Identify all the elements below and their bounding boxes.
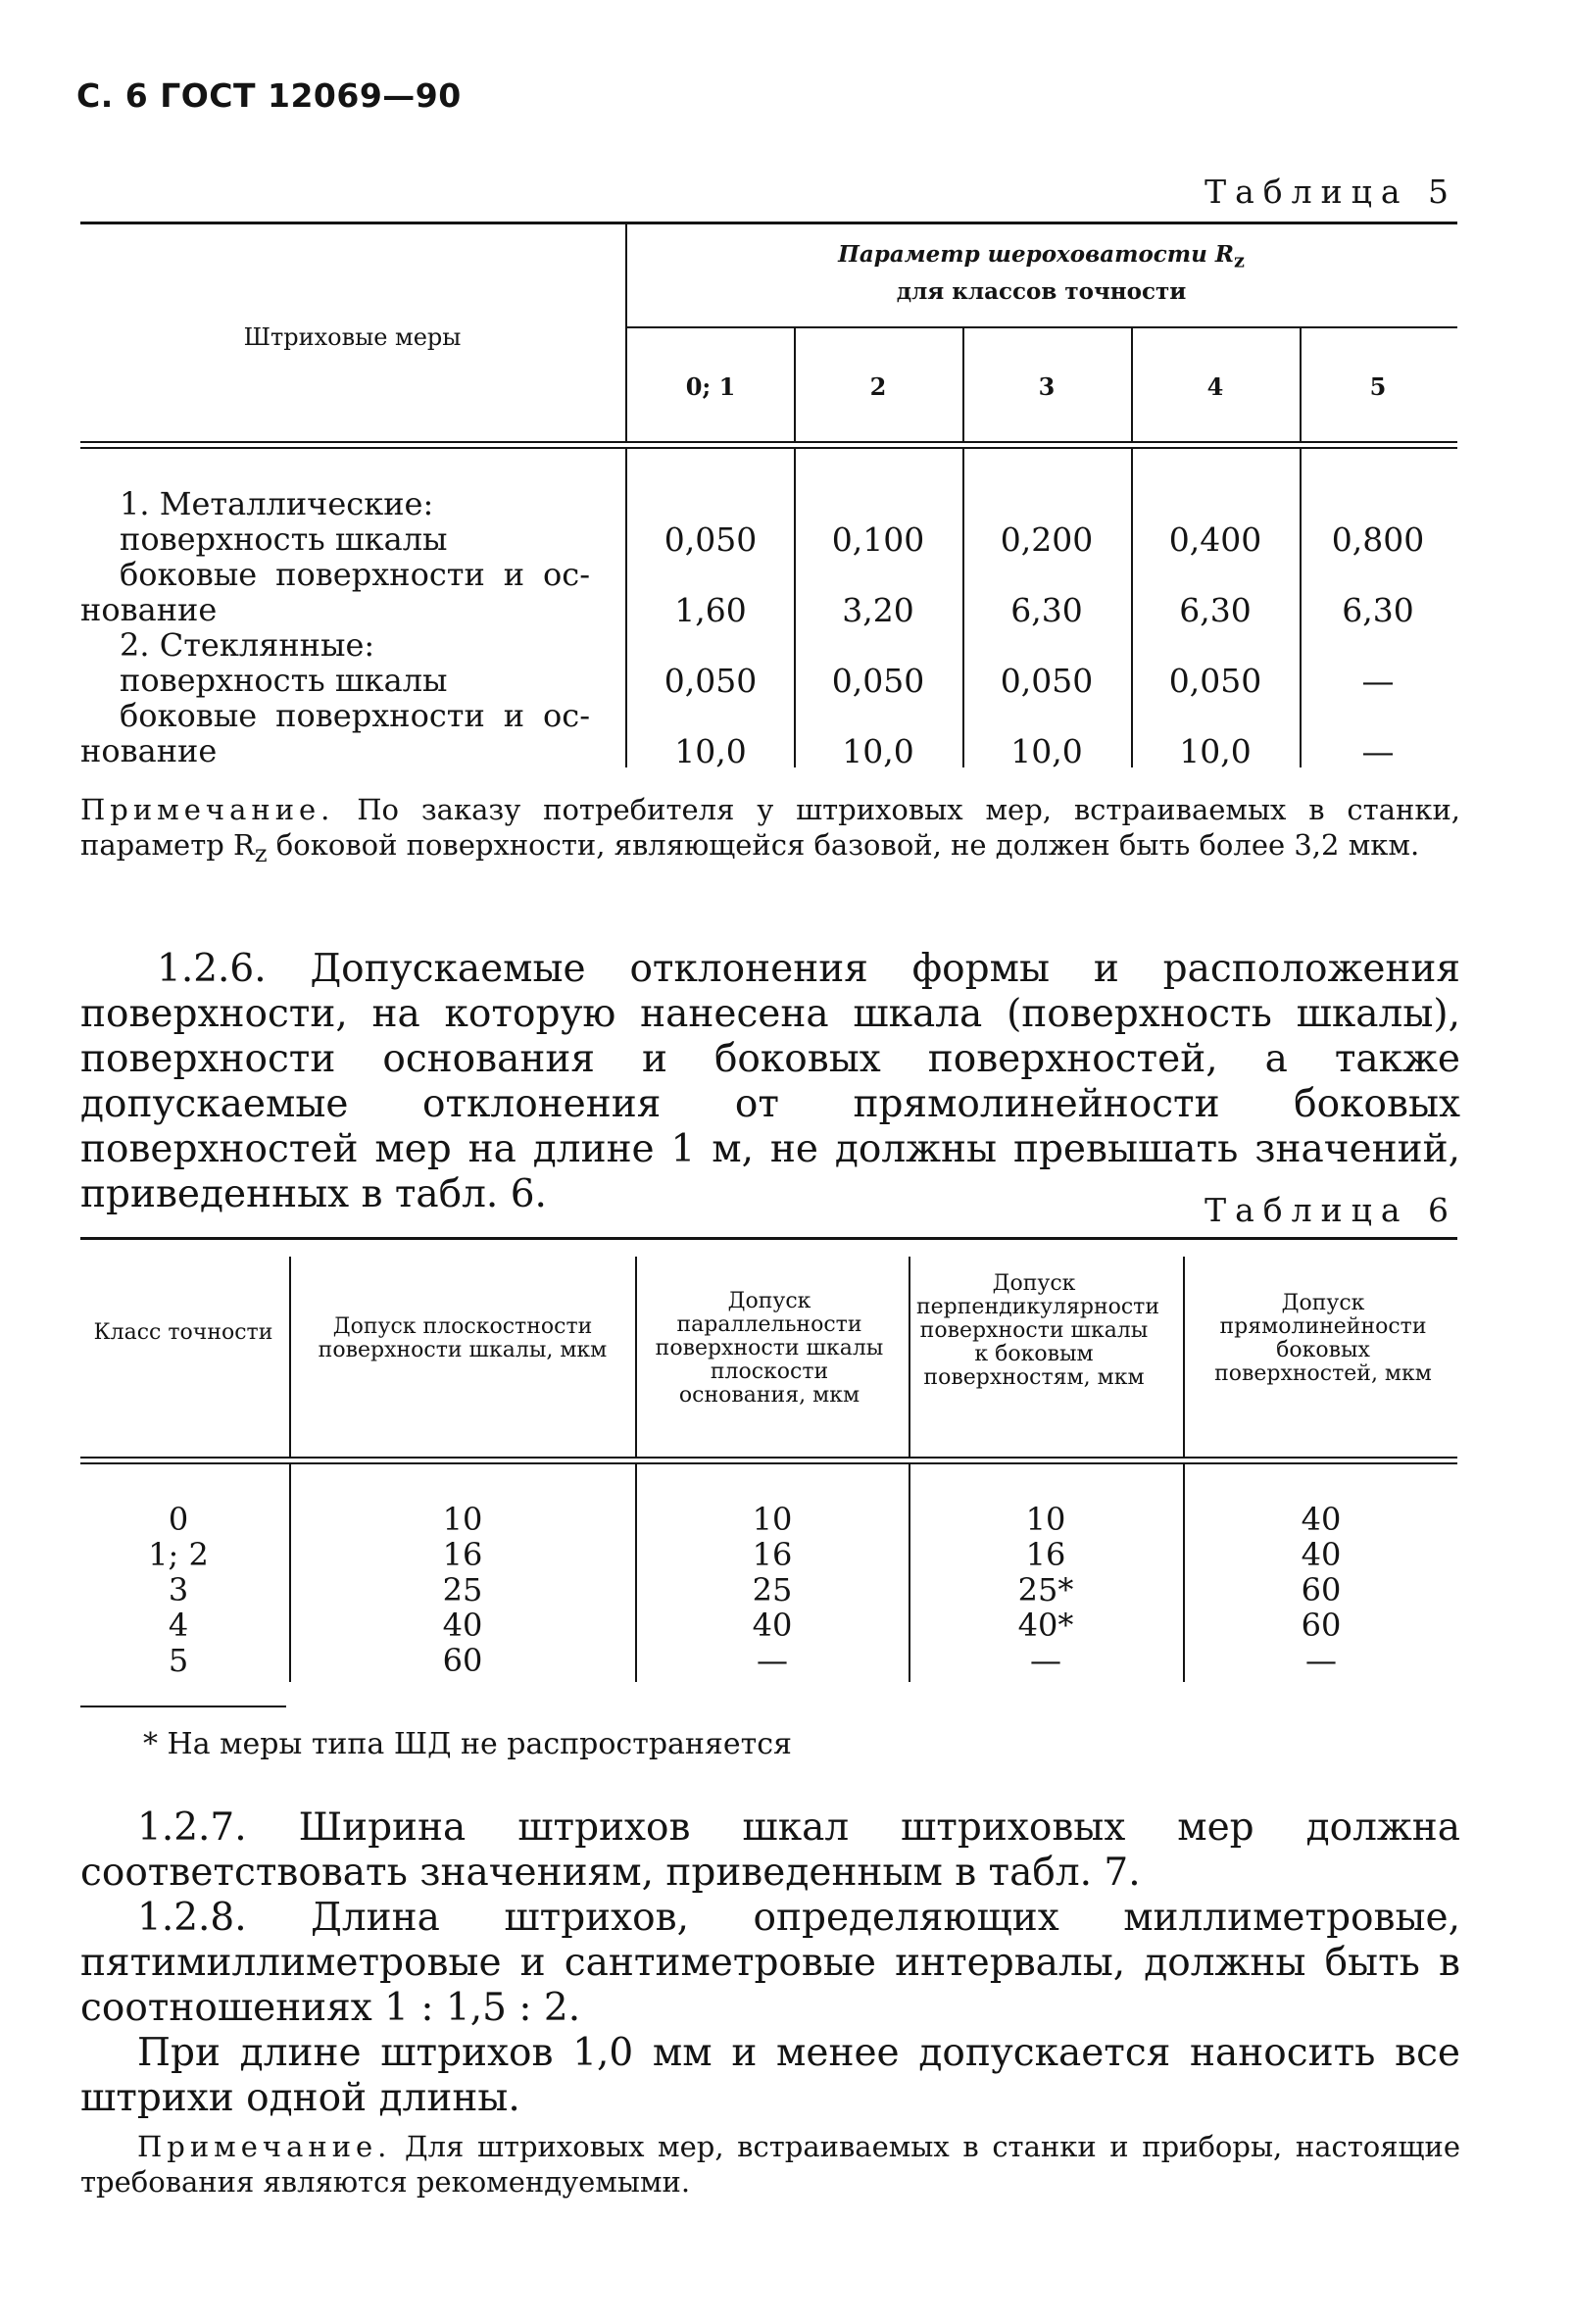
table6-cell: 0 — [168, 1501, 189, 1538]
table6-cell: 40 — [442, 1607, 483, 1644]
table5-vline — [1300, 328, 1302, 441]
table5-cell: — — [1361, 662, 1395, 700]
table5-note-text2: боковой поверхности, являющейся базовой, не должен быть более 3,2 мкм. — [267, 828, 1420, 862]
table5-group-rule — [627, 326, 1457, 328]
paragraph-1-2-8: 1.2.8. Длина штрихов, определяющих миллиметровые, пятимиллиметровые и сантиметровые интервалы, должны быть в соотношениях 1 : 1,5 : 2. — [80, 1896, 1460, 2030]
table5-stub-line: нование — [80, 591, 218, 628]
table5-cell: 6,30 — [1179, 591, 1252, 629]
table5-stub-header: Штриховые меры — [243, 323, 462, 351]
table6-top-rule — [80, 1237, 1457, 1240]
table6-col-class — [80, 1502, 276, 1678]
table5-col-header: 5 — [1369, 372, 1387, 401]
table6-cell: 40 — [1301, 1536, 1342, 1573]
table6-cell: 10 — [1025, 1501, 1066, 1538]
note-2-text: Для штриховых мер, встраиваемых в станки и приборы, настоящие требования являются рекомендуемыми. — [80, 2130, 1460, 2199]
table6-cell: 40 — [1301, 1501, 1342, 1538]
table5-group-header-sub: z — [1233, 249, 1245, 272]
table6-caption: Таблица 6 — [1204, 1191, 1457, 1229]
paragraph-1-2-7: 1.2.7. Ширина штрихов шкал штриховых мер должна соответствовать значениям, приведенным в табл. 7. — [80, 1805, 1460, 1895]
table5-vline — [625, 224, 627, 441]
table5-cell: 0,050 — [831, 662, 925, 700]
table6-cell: — — [1305, 1642, 1337, 1679]
table6-header: Класс точности — [93, 1320, 273, 1345]
table6-col-flatness — [291, 1502, 634, 1678]
table5-stub-line: нование — [80, 732, 218, 769]
paragraph-1-2-6: 1.2.6. Допускаемые отклонения формы и расположения поверхности, на которую нанесена шкала (поверхность шкалы), поверхности основания и боковых поверхностей, а также допускаемые отклонения от прямолинейности боковых поверхностей мер на длине 1 м, не должны превышать значений, приведенных в табл. 6. — [80, 947, 1460, 1216]
table6-header-rule-1 — [80, 1457, 1457, 1459]
table5-group-header-line1: Параметр шероховатости R — [838, 241, 1234, 268]
table5-note — [80, 792, 1460, 871]
table6-vline — [1183, 1257, 1185, 1457]
table5-col-header: 4 — [1206, 372, 1224, 401]
table5-cell: 0,100 — [831, 520, 925, 559]
table6-cell: 60 — [442, 1642, 483, 1679]
table5-header-rule-2 — [80, 447, 1457, 449]
table5-note-sub: z — [254, 839, 268, 867]
table5-header-rule-1 — [80, 441, 1457, 443]
table5-cell: 0,200 — [1000, 520, 1094, 559]
table6-cell: 60 — [1301, 1607, 1342, 1644]
table5-group-header-line2: для классов точности — [896, 277, 1187, 305]
table6-cell: 40 — [752, 1607, 793, 1644]
table6-header: Допуск параллельности поверхности шкалы плоскости основания, мкм — [655, 1289, 884, 1408]
table5-cell: 0,050 — [1168, 662, 1262, 700]
table6-cell: 1; 2 — [148, 1536, 209, 1573]
table6-cell: 16 — [752, 1536, 793, 1573]
table6-cell: 60 — [1301, 1571, 1342, 1608]
table5-stub-line: боковые поверхности и ос- — [120, 556, 590, 593]
table5-vline — [962, 328, 964, 441]
table6-cell: — — [757, 1642, 788, 1679]
table6-cell: 40* — [1017, 1607, 1074, 1644]
table5-cell: 10,0 — [1010, 732, 1083, 770]
table6-vline — [635, 1257, 637, 1457]
table6-col-perpendicularity — [910, 1502, 1181, 1678]
table6-cell: 25 — [752, 1571, 793, 1608]
table6-header-rule-2 — [80, 1462, 1457, 1464]
table5-stub-line: 1. Металлические: — [120, 485, 434, 522]
table5-cell: 0,800 — [1331, 520, 1425, 559]
table6-cell: — — [1030, 1642, 1061, 1679]
table5-note-label: Примечание. — [80, 793, 335, 826]
note-2 — [80, 2129, 1460, 2200]
table5-stub-line: 2. Стеклянные: — [120, 626, 375, 664]
table5-col-header: 3 — [1038, 372, 1056, 401]
table6-cell: 3 — [168, 1571, 189, 1608]
table5-col-header: 0; 1 — [685, 372, 736, 401]
table6-cell: 10 — [752, 1501, 793, 1538]
table6-cell: 16 — [442, 1536, 483, 1573]
table5-cell: 10,0 — [674, 732, 747, 770]
table6-vline — [909, 1257, 910, 1457]
table5-vline — [794, 328, 796, 441]
table5-cell: — — [1361, 732, 1395, 770]
table5-stub-line: боковые поверхности и ос- — [120, 697, 590, 734]
table5-cell: 0,050 — [1000, 662, 1094, 700]
table6-header: Допуск плоскостности поверхности шкалы, мкм — [318, 1314, 608, 1362]
table6-cell: 25 — [442, 1571, 483, 1608]
table5-note-text: По заказу потребителя у штриховых мер, встраиваемых в станки, параметр R — [80, 793, 1460, 862]
note-2-label: Примечание. — [137, 2130, 392, 2163]
table6-vline — [289, 1257, 291, 1457]
table5-cell: 0,400 — [1168, 520, 1262, 559]
table5-cell: 6,30 — [1010, 591, 1083, 629]
table6-col-parallelism — [637, 1502, 908, 1678]
table5-col-header: 2 — [869, 372, 887, 401]
table5-cell: 6,30 — [1342, 591, 1414, 629]
table6-cell: 10 — [442, 1501, 483, 1538]
table6-col-straightness — [1185, 1502, 1457, 1678]
table5-cell: 10,0 — [1179, 732, 1252, 770]
table6-footnote: * На меры типа ШД не распространяется — [143, 1727, 792, 1761]
table6-cell: 5 — [168, 1642, 189, 1679]
table5-cell: 0,050 — [664, 662, 758, 700]
table5-vline — [1131, 328, 1133, 441]
footnote-rule — [80, 1706, 286, 1707]
table6-header: Допуск прямолинейности боковых поверхностей, мкм — [1214, 1291, 1432, 1386]
paragraph-extra: При длине штрихов 1,0 мм и менее допускается наносить все штрихи одной длины. — [80, 2031, 1460, 2120]
table5-cell: 3,20 — [842, 591, 914, 629]
table5-group-header — [627, 241, 1455, 305]
table5-stub-line: поверхность шкалы — [120, 662, 448, 699]
table6-cell: 16 — [1025, 1536, 1066, 1573]
table6-header: Допуск перпендикулярности поверхности шкалы к боковым поверхностям, мкм — [916, 1271, 1160, 1390]
page-header: С. 6 ГОСТ 12069—90 — [76, 76, 462, 115]
table5-cell: 1,60 — [674, 591, 747, 629]
table5-top-rule — [80, 222, 1457, 224]
table6-cell: 25* — [1017, 1571, 1074, 1608]
table5-stub-line: поверхность шкалы — [120, 520, 448, 558]
table5-cell: 0,050 — [664, 520, 758, 559]
table6-cell: 4 — [168, 1607, 189, 1644]
table5-cell: 10,0 — [842, 732, 914, 770]
table5-caption: Таблица 5 — [1204, 173, 1457, 211]
